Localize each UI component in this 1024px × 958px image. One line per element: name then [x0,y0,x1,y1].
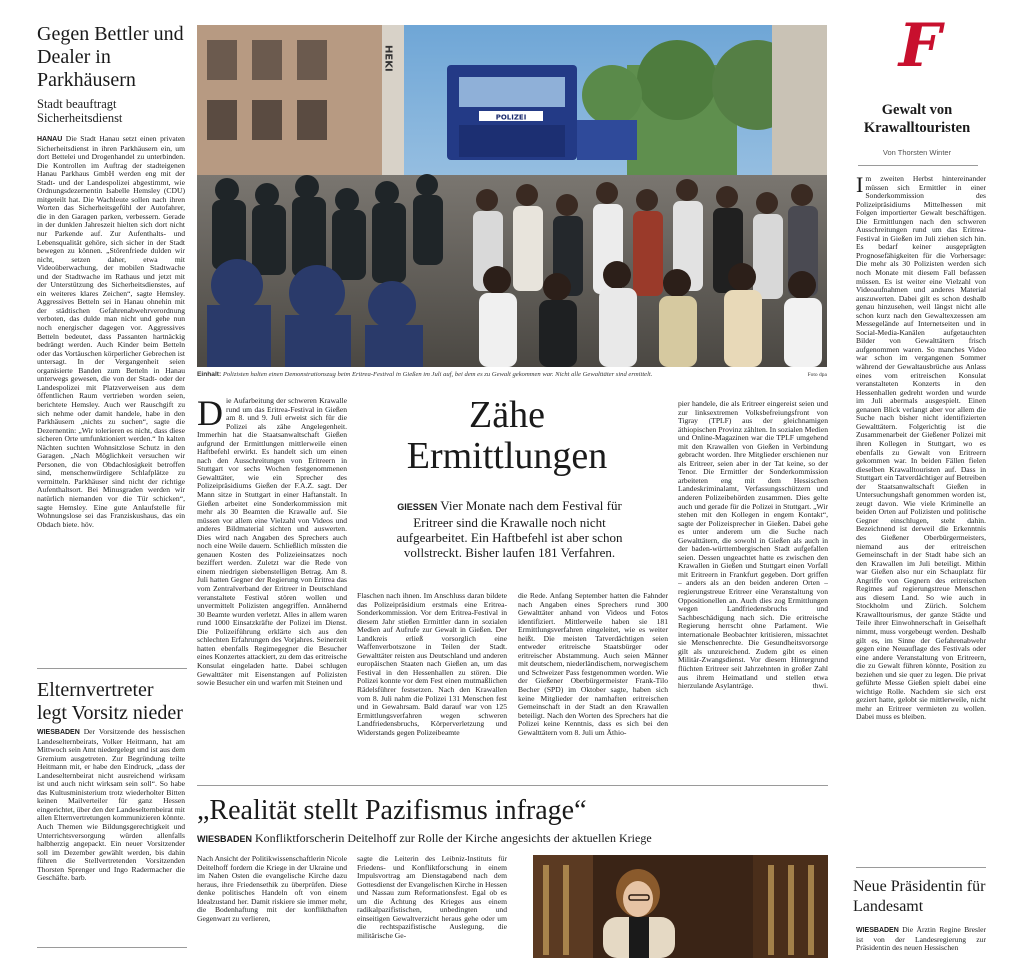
headline-praesidentin: Neue Präsidentin für Landesamt [853,878,986,915]
author-barb: barb. [71,873,87,883]
main-dateline: GIESSEN [397,502,438,512]
photo-sign-text: HEKI [382,45,394,72]
main-deck-text: Vier Monate nach dem Festival für Eritreer sind die Krawalle noch nicht aufgearbeitet. Ein Haftbefehl ist aber schon vollstreckt. Bisher laufen 181 Verfahren. [396,498,623,560]
main-col4-text: pier handele, die als Eritreer eingereist seien und zur linksextremen Volksbefreiungsfront von Tigray (TPLF) aus der gleichnamigen äthiopischen Provinz zählten. In sozialen Medien und Online-Magazinen war die TPLF umgehend mit den Krawallen von Gießen in Verbindung gebracht worden. Ihre Mitglieder erschienen nur als Eritreer, seien aber in der Tat keine, so der Tenor. Die Ermittler der Sonderkommission arbeiteten eng mit dem Hessischen Landeskriminalamt, Verfassungsschützern und anderen Polizeibehörden zusammen. Dies gelte auch und gerade für die Polizei in Stuttgart. „Wir stehen mit den Kollegen in engem Kontakt“, sagte der Polizeisprecher in Gießen. Dabei gehe es unter anderem um die Suche nach Gewalttätern, die sowohl in Gießen als auch in der baden-württembergischen Stadt aufgefallen seien. Dessen ungeachtet hatte es zwischen den Krawallen in Gießen und Stuttgart einen Vorfall mit Eritreern in Frankfurt gegeben. Dort griffen – anders als an den beiden anderen Orten – regierungstreue Eritreer eine Veranstaltung von Oppositionellen an. Auch dies zog Ermittlungen wegen Landfriedensbruchs und Sachbeschädigung nach sich. Die eritreische Regierung herrscht ohne Parlament. Wie internationale Beobachter kritisieren, missachtet sie Menschenrechte. Die Gesundheitsvorsorge gilt als unzureichend. Zudem gibt es einen Militär-Zwangsdienst. Vor diesem Hintergrund flüchten Eritreer seit Jahrzehnten in großer Zahl aus ihrem Heimatland und stellen etwa hierzulande Asylanträge. [678,400,828,691]
divider-right-1 [858,165,978,166]
article-elternvertreter-text: Der Vorsitzende des hessischen Landeselternbeirats, Volker Heitmann, hat am Mittwoch sein Amt niedergelegt und ist aus dem Gremium ausgetreten. Zur Begründung teilte Heitmann mit, er habe den Eindruck, „dass der Landeselternbeirat nicht ausreichend wirksam ist und auch nicht wirksam sein soll“. So habe das Kultusministerium trotz wiederholter Bitten keinen Mailverteiler für ganz Hessen eingerichtet, über den der Landeselternbeirat mit allen Elternvertretungen kommunizieren könnte. Auch Themen wie Bildungsgerechtigkeit und Unterrichtsversorgung würden allenfalls halbherzig angepackt. Ein neuer Vorsitzender soll im Dezember gewählt werden, bis dahin führen die Stellvertretenden Vorsitzenden Thorsten Sprenger und Ingo Radermacher die Geschäfte. [37,728,185,883]
photo-police-demonstration [197,25,827,367]
main-col1-text: ie Aufarbeitung der schweren Krawalle rund um das Eritrea-Festival in Gießen am 8. und 9. Juli erweist sich für die Polizei als zähe Angelegenheit. Immerhin hat die Staatsanwaltschaft Gießen aufgrund der Ermittlungen mittlerweile einen Haftbefehl erwirkt. Es handelt sich um einen nach den Ausschreitungen von Eritreern in Stuttgart vor sechs Wochen festgenommenen Gewalttäter, wie ein Sprecher des Polizeipräsidiums Gießen der F.A.Z. sagt. Der Mann sitze in Stuttgart in einer Haftanstalt. In Gießen arbeitet eine Sonderkommission mit mehr als 30 Beamten die Krawalle auf. Sie müssen vor allem eine Vielzahl von Videos und anderes Bildmaterial sichten und auswerten. Dies wird nach Angaben des Sprechers auch noch eine Weile dauern. Schließlich müssten die genauen Kosten des Polizeieinsatzes noch beziffert werden. Zuletzt war die Rede von einem niedrigen siebenstelligen Betrag. Am 8. Juli hatten Gegner der Regierung von Eritrea das vom Zentralverband der Eritreer in Deutschland veranstaltete Festival stören wollen und unvermittelt Polizisten angegriffen. Annähernd 30 Beamte wurden verletzt. Alles in allem waren rund 1000 Einsatzkräfte der Polizei im Dienst. Die Polizeiführung erklärte sich aus den schlechten Erfahrungen des Vorjahres. Seinerzeit hatten ebenfalls Regimegegner die Besucher eines Konzertes attackiert, zu dem das eritreische Konsulat eingeladen hatte. Dabei schlugen Gewalttäter mit Eisenstangen auf Polizisten sowie Besucher ein und warfen mit Steinen und [197,397,347,688]
bottom-headline: „Realität stellt Pazifismus infrage“ [197,795,587,826]
bottom-article-col1: Nach Ansicht der Politikwissenschaftlerin Nicole Deitelhoff fordern die Kriege in der Ukraine und im Nahen Osten die evangelische Kirche dazu heraus, ihre Friedensethik zu überprüfen. Diese denke politisches Handeln oft von einem Idealzustand her. Damit riskiere sie immer mehr, die Bodenhaftung mit der konflikthaften Gegenwart zu verlieren, [197,855,347,923]
main-deck [382,498,637,560]
bottom-deck [197,831,837,846]
headline-parkhaeuser: Gegen Bettler und Dealer in Parkhäusern [37,23,184,91]
dateline-wiesbaden-right: WIESBADEN [856,927,899,934]
main-article-col3: die Rede. Anfang September hatten die Fahnder nach Angaben eines Sprechers rund 300 Gewalttäter anhand von Videos und Fotos identifiziert. Mittlerweile haben sie 181 Ermittlungsverfahren eingeleitet, wie es weiter heißt. Die meisten Tatverdächtigen seien entweder eritreische Staatsbürger oder eritreischer Abstammung. Auch seien Männer mit deutschem, niederländischem, norwegischem und Schweizer Pass festgenommen worden. Wie der Gießener Oberbürgermeister Frank-Tilo Becher (SPD) im Oktober sagte, haben sich keine Mitglieder der namhaften eritreischen Gemeinschaft in der Stadt an den Krawallen beteiligt. Nach den Worten des Sprechers hat die Polizei keine Kenntnis, dass es sich bei den Gewalttätern vom 8. Juli um Äthio- [518,592,668,737]
article-praesidentin-body [856,926,986,958]
subhead-parkhaeuser: Stadt beauftragt Sicherheitsdienst [37,97,123,125]
article-elternvertreter-body [37,728,185,914]
logo-faz: F [898,11,942,81]
bottom-deck-text: Konfliktforscherin Deitelhoff zur Rolle der Kirche angesichts der aktuellen Kriege [255,831,652,845]
dateline-hanau: HANAU [37,136,63,143]
bottom-article-col2: sagte die Leiterin des Leibniz-Instituts für Friedens- und Konfliktforschung in einem Impulsvortrag am Dienstagabend nach dem Gottesdienst der Evangelischen Kirche in Hessen und Nassau zum Reformationsfest. Egal ob es um die Ächtung des Krieges aus einem radikalpazifistischen, unbedingten und einseitigen Gewaltverzicht heraus gehe oder um die rechtspazifistische Auslegung, die militärische Ge- [357,855,507,940]
caption-lead: Einhalt: [197,371,222,378]
commentary-dropcap: I [856,175,864,197]
author-hoev: höv. [81,519,94,529]
divider-left-2 [37,947,187,948]
main-dropcap: D [197,397,223,433]
divider-right-2 [856,867,986,868]
dateline-wiesbaden: WIESBADEN [37,729,80,736]
vehicle-label: POLIZEI [495,113,527,122]
commentary-headline: Gewalt von Krawalltouristen [863,102,971,136]
divider-main-bottom [197,785,828,786]
caption-text: Polizisten halten einen Demonstrationszug beim Eritrea-Festival in Gießen im Juli auf, bei dem es zu Gewalt gekommen war. Nicht alle Gewalttäter sind ermittelt. [222,371,653,378]
photo-caption [197,371,827,379]
photo-deitelhoff-image [533,855,828,958]
photo-police-demonstration-image [197,25,827,367]
main-article-col2: Flaschen nach ihnen. Im Anschluss daran bildete das Polizeipräsidium erstmals eine Eritrea-Sonderkommission. Vor dem Eritrea-Festival in diesem Jahr stießen Ermittler dann in sozialen Medien auf Aufrufe zur Gewalt in Gießen. Der Landkreis erließ vorsorglich eine Waffenverbotszone in Teilen der Stadt. Gewalttäter reisten aus Deutschland und anderen europäischen Staaten nach Gießen an, um das Festival in den Hessenhallen zu stören. Die Polizei konnte vor dem Fest einen mutmaßlichen Rädelsführer festsetzen. Nach den Krawallen vom 8. Juli nahm die Polizei 131 Menschen fest und in Gewahrsam. Bald darauf war von 125 Ermittlungsverfahren wegen schweren Landfriedensbruchs, Körperverletzung und Widerstands gegen Polizeibeamte [357,592,507,737]
main-article-col4 [678,400,828,775]
photo-credit: Foto dpa [807,372,827,378]
main-author: thwi. [812,681,828,691]
bottom-dateline: WIESBADEN [197,834,253,844]
main-headline-line2: Ermittlungen [406,435,608,477]
headline-elternvertreter: Elternvertreter legt Vorsitz nieder [37,679,183,724]
main-headline-line1: Zähe [469,394,545,436]
commentary-text: m zweiten Herbst hintereinander müssen sich Ermittler in einer Sonderkommission des Polizeipräsidiums Mittelhessen mit Folgen importierter Gewalt beschäftigen. Die Ermittlungen nach den schweren Ausschreitungen rund um das Eritrea-Festival in Gießen im Juli ziehen sich hin. Es bedarf keiner ausgeprägten Prognosefähigkeiten für die Vorhersage: Die mehr als 30 Polizisten werden sich noch Monate mit diesem Fall befassen müssen. Es ist weiter eine Vielzahl von Videoaufnahmen und anderes Material auszuwerten. Dabei gilt es schon deshalb genau hinzusehen, weil längst nicht alle schon kurz nach den Gewaltexzessen am Messegelände auf Internetseiten und in Social-Media-Kanälen aufgetauchten Bilder von Gewalttätern frisch aufgenommen waren. So manches Video war schon im vergangenen Sommer während der Gewaltausbrüche aus Anlass eines vom eritreischen Konsulat veranstalteten Konzerts in den Hessenhallen gedreht worden und wurde im Juli abermals ausgespielt. Einen genauen Blick verlangt aber vor allem die Suche nach bisher nicht identifizierten Gewalttätern. Folgerichtig ist die Zusammenarbeit der Gießener Polizei mit ihren Kollegen in Stuttgart, wo es ebenfalls zu Gewalt von Eritreern gekommen war. In beiden Fällen fielen dieselben Krawalltouristen auf. Dass in Stuttgart ein Tatverdächtiger auf Betreiben der Staatsanwaltschaft Gießen in Untersuchungshaft genommen worden ist, zeugt davon. Wie viele Kriminelle an beiden Orten auf Polizisten und politische Gegner einschlugen, steht dahin. Bezeichnend ist derweil die Erkenntnis des Gießener Oberbürgermeisters, niemand aus der eritreischen Gemeinschaft in der Stadt habe sich an den Krawallen im Juli beteiligt. Mithin war Gießen also nur ein Schauplatz für Angriffe von Gegnern des eritreischen Regimes auf regierungstreue Menschen aus diesem Land. So wie auch in Stockholm und Zürich. Solchem Krawalltourismus, der ganze Städte und Teile ihrer Einwohnerschaft in Geiselhaft nimmt, muss vorgebeugt werden. Deshalb gilt es, im Sinne der Gefahrenabwehr gegen eine Neuauflage des Festivals oder eine andere Veranstaltung von Eritreern, die zu Gewalt führen könnte, Position zu beziehen und sie quer zu legen. Die privat geführte Messe Gießen spielt dabei eine wichtige Rolle. Nachdem sie sich erst geziert hatte, gelobt sie mittlerweile, nicht mehr an Eritreer vermieten zu wollen. Dabei muss es bleiben. [856,175,986,722]
photo-deitelhoff [533,855,828,958]
article-praesidentin-text: Die Ärztin Regine Bresler ist von der Landesregierung zur Präsidentin des neuen Hessischen [856,926,986,953]
commentary-body [856,175,986,863]
commentary-byline: Von Thorsten Winter [882,148,952,157]
divider-left-1 [37,668,187,669]
main-headline [357,395,657,477]
main-article-col1 [197,397,347,775]
article-parkhaeuser-text: Die Stadt Hanau setzt einen privaten Sicherheitsdienst in ihren Parkhäusern ein, um dort Bettelei und Drogenhandel zu unterbinden. Die Kontrollen im Auftrag der stadteigenen Hanau Parkhaus GmbH werden eng mit der Stadt- und der Landespolizei abgestimmt, wie Ordnungsdezernentin Isabelle Hemsley (CDU) mitgeteilt hat. Die Wachleute sollen nach ihren Worten das Sicherheitsgefühl der Autofahrer, die in den Garagen parken, verbessern. Gerade in der dunklen Jahreszeit hielten sich dort nicht nur Parkende auf. Zur Aufenthalts- und Lebensqualität gehöre, sich sicher in der Stadt bewegen zu können. „Störenfriede dulden wir nicht, setzen daher, etwa mit Videoüberwachung, der mobilen Stadtwache und der Stadtwache im Rathaus und jetzt mit der Unterstützung des Sicherheitsdienstes, auf ein weiteres klares Zeichen“, sagte Hemsley. Aggressives Betteln sei in Hanau ohnehin mit der städtischen Gefahrenabwehrverordnung verboten, das dulde man nicht und gehe nun noch energischer dagegen vor. Aggressives Betteln bedeutet, dass Passanten hartnäckig bedrängt werden. Auch Kinder beim Betteln oder das Vortäuschen körperlicher Gebrechen ist untersagt. In der Vergangenheit seien organisierte Banden zum Betteln in Hanau unterwegs gewesen, die von der Stadt- oder der Landespolizei mit Platzverweisen aus dem öffentlichen Raum vertrieben worden seien, berichtete Hemsley. Auch wer Rauschgift zu sich nehme oder damit handele, habe in den Parkhäusern „nichts zu suchen“, sagte die Dezernentin: „Wir tolerieren es nicht, dass diese sicheren Orte umfunktioniert werden.“ In kalten Nächten suchten Wohnsitzlose Schutz in den Garagen. „Nach Möglichkeit versuchen wir Personen, die von Obdachlosigkeit betroffen sind, menschenwürdigere Schlafplätze zu vermitteln. Parkhäuser sind nicht der richtige Aufenthaltsort. Bei Minusgraden werden wir natürlich niemanden vor die Tür schicken“, sagte Hemsley. Eine gute Anlaufstelle für Wohnungslose sei das Franziskushaus, das ein Obdach biete. [37,135,185,529]
article-parkhaeuser-body [37,135,185,695]
